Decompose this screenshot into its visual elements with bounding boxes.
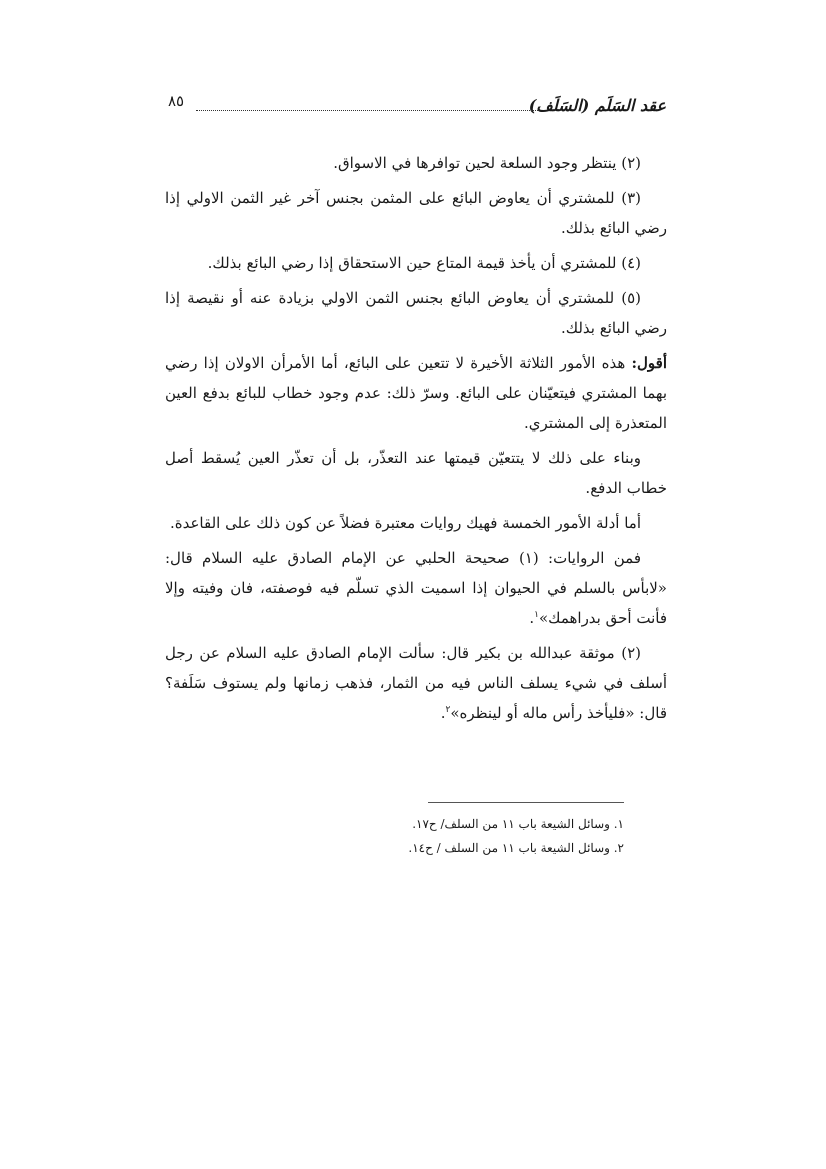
paragraph-evidence	[165, 508, 667, 538]
paragraph-text: (٣) للمشتري أن يعاوض البائع على المثمن بجنس آخر غير الثمن الاولي إذا رضي البائع بذلك.	[165, 189, 667, 237]
main-text	[165, 148, 667, 733]
footnote-ref-2[interactable]: ٢	[445, 705, 451, 715]
paragraph-item-5	[165, 283, 667, 343]
paragraph-item-2	[165, 148, 667, 178]
paragraph-text: (٤) للمشتري أن يأخذ قيمة المتاع حين الاستحقاق إذا رضي البائع بذلك.	[207, 254, 641, 272]
paragraph-text: فمن الروايات: (١) صحيحة الحلبي عن الإمام الصادق عليه السلام قال: «لابأس بالسلم في الحيوان إذا اسميت الذي تسلّم فيه فوصفته، فان وفيته وإلا فأنت أحق بدراهمك»	[165, 549, 667, 627]
page-number: ٨٥	[168, 92, 185, 110]
footnote-item: ٢. وسائل الشيعة باب ١١ من السلف / ح١٤.	[408, 841, 624, 855]
paragraph-comment	[165, 348, 667, 438]
paragraph-text: (٢) ينتظر وجود السلعة لحين توافرها في الاسواق.	[333, 154, 641, 172]
header-dot-leader	[196, 110, 538, 111]
footnote-divider	[428, 802, 624, 803]
paragraph-text: أما أدلة الأمور الخمسة فهيك روايات معتبرة فضلاً عن كون ذلك على القاعدة.	[169, 514, 641, 532]
paragraph-item-3	[165, 183, 667, 243]
running-header-title: عقد السَلَم (السَلَف)	[528, 96, 666, 115]
footnotes	[290, 812, 624, 860]
footnote-item: ١. وسائل الشيعة باب ١١ من السلف/ ح١٧.	[412, 817, 624, 831]
footnote-ref-1[interactable]: ١	[534, 610, 539, 620]
paragraph-narration-1: فمن الروايات: (١) صحيحة الحلبي عن الإمام الصادق عليه السلام قال: «لابأس بالسلم في الحيوان إذا اسميت الذي تسلّم فيه فوصفته، فان وفيته وإلا فأنت أحق بدراهمك»$^١$.	[165, 549, 667, 627]
running-header	[168, 92, 666, 124]
paragraph-consequence	[165, 443, 667, 503]
paragraph-text: (٢) موثقة عبدالله بن بكير قال: سألت الإمام الصادق عليه السلام عن رجل أسلف في شيء يسلف الناس فيه من الثمار، فذهب زمانها ولم يستوف سَلَفة؟ قال: «فليأخذ رأس ماله أو لينظره»	[165, 644, 667, 722]
paragraph-lead-word: أقول:	[631, 354, 667, 372]
paragraph-text: وبناء على ذلك لا يتتعيّن قيمتها عند التعذّر، بل أن تعذّر العين يُسقط أصل خطاب الدفع.	[165, 449, 667, 497]
paragraph-text: هذه الأمور الثلاثة الأخيرة لا تتعين على البائع، أما الأمرأن الاولان إذا رضي بهما المشتري فيتعيّنان على البائع. وسرّ ذلك: عدم وجود خطاب للبائع بدفع العين المتعذرة إلى المشتري.	[165, 354, 667, 432]
paragraph-narration-2: (٢) موثقة عبدالله بن بكير قال: سألت الإمام الصادق عليه السلام عن رجل أسلف في شيء يسلف الناس فيه من الثمار، فذهب زمانها ولم يستوف سَلَفة؟ قال: «فليأخذ رأس ماله أو لينظره»$^٢$.	[165, 644, 667, 722]
paragraph-item-4	[165, 248, 667, 278]
paragraph-text: (٥) للمشتري أن يعاوض البائع بجنس الثمن الاولي بزيادة عنه أو نقيصة إذا رضي البائع بذلك.	[165, 289, 667, 337]
